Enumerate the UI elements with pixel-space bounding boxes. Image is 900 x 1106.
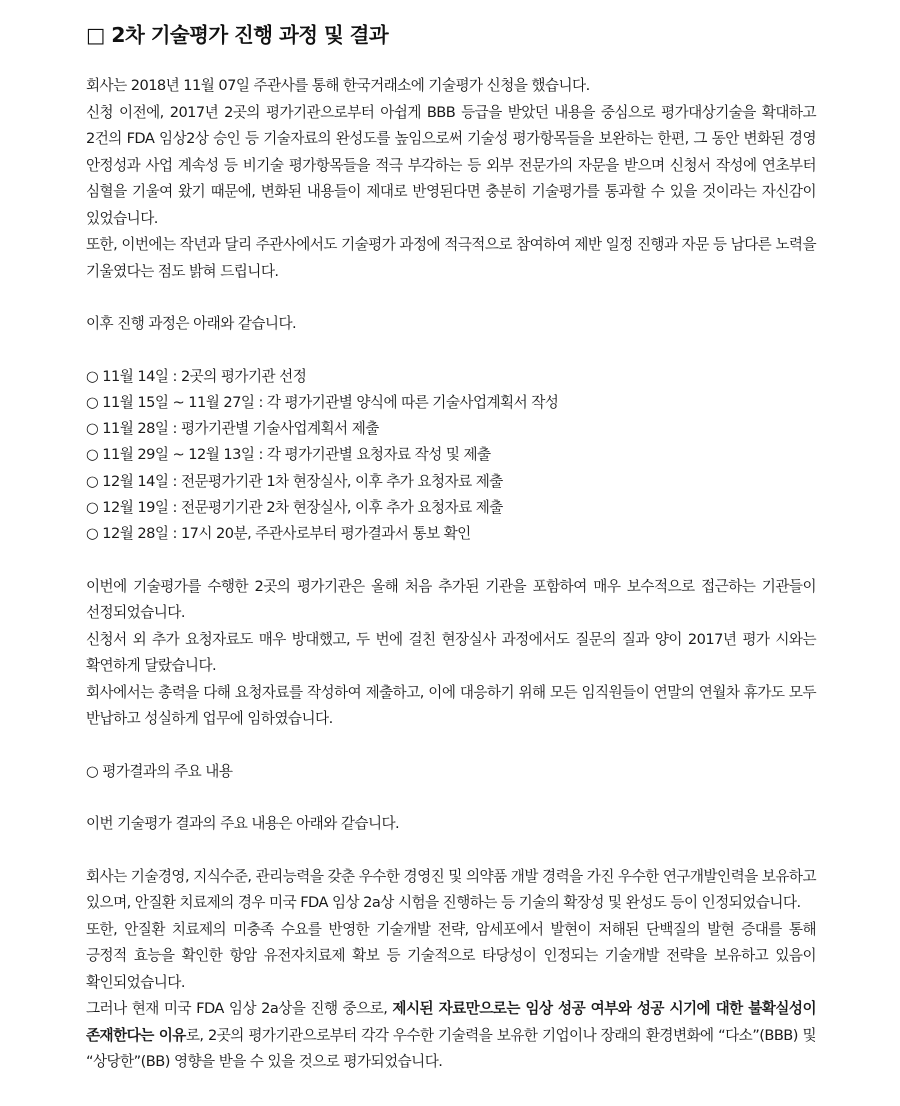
evaluation-paragraph-1: 이번에 기술평가를 수행한 2곳의 평가기관은 올해 처음 추가된 기관을 포함하여 매우 보수적으로 접근하는 기관들이 선정되었습니다.	[86, 577, 816, 622]
section-title: □ 2차 기술평가 진행 과정 및 결과	[86, 23, 389, 47]
final-text-post: 로, 2곳의 평가기관으로부터 각각 우수한 기술력을 보유한 기업이나 장래의 환경변화에 “다소”(BBB) 및 “상당한”(BB) 영향을 받을 수 있을 것으로 평가되었습니다.	[86, 1026, 816, 1071]
intro-paragraph-2: 신청 이전에, 2017년 2곳의 평가기관으로부터 아쉽게 BBB 등급을 받았던 내용을 중심으로 평가대상기술을 확대하고 2건의 FDA 임상2상 승인 등 기술자료의 완성도를 높임으로써 기술성 평가항목들을 보완하는 한편, 그 동안 변화된 경영 안정성과 사업 계속성 등 비기술 평가항목들을 적극 부각하는 등 외부 전문가의 자문을 받으며 신청서 작성에 연초부터 심혈을 기울여 왔기 때문에, 변화된 내용들이 제대로 반영된다면 충분히 기술평가를 통과할 수 있을 것이라는 자신감이 있었습니다.	[86, 103, 816, 227]
timeline-item: ○ 11월 29일 ~ 12월 13일 : 각 평가기관별 요청자료 작성 및 제출	[86, 446, 491, 464]
timeline-item: ○ 11월 14일 : 2곳의 평가기관 선정	[86, 367, 307, 385]
results-paragraph-1: 회사는 기술경영, 지식수준, 관리능력을 갖춘 우수한 경영진 및 의약품 개발 경력을 가진 우수한 연구개발인력을 보유하고 있으며, 안질환 치료제의 경우 미국 FDA 임상 2a상 시험을 진행하는 등 기술의 확장성 및 완성도 등이 인정되었습니다.	[86, 867, 816, 912]
timeline-list	[86, 364, 816, 548]
final-text-bold: 제시된 자료만으로는 임상 성공 여부와 성공 시기에 대한 불확실성이 존재한다는 이유	[86, 1000, 816, 1044]
intro-paragraph-1: 회사는 2018년 11월 07일 주관사를 통해 한국거래소에 기술평가 신청을 했습니다.	[86, 77, 590, 94]
process-intro: 이후 진행 과정은 아래와 같습니다.	[86, 315, 297, 332]
timeline-item: ○ 12월 28일 : 17시 20분, 주관사로부터 평가결과서 통보 확인	[86, 525, 471, 543]
results-intro: 이번 기술평가 결과의 주요 내용은 아래와 같습니다.	[86, 815, 400, 833]
timeline-item: ○ 11월 15일 ~ 11월 27일 : 각 평가기관별 양식에 따른 기술사업계획서 작성	[86, 393, 559, 411]
final-paragraph	[86, 996, 816, 1076]
timeline-item: ○ 11월 28일 : 평가기관별 기술사업계획서 제출	[86, 420, 379, 438]
results-heading: ○ 평가결과의 주요 내용	[86, 762, 233, 780]
final-text-pre: 그러나 현재 미국 FDA 임상 2a상을 진행 중으로,	[86, 1000, 393, 1018]
evaluation-paragraph-2: 신청서 외 추가 요청자료도 매우 방대했고, 두 번에 걸친 현장실사 과정에서도 질문의 질과 양이 2017년 평가 시와는 확연하게 달랐습니다.	[86, 630, 816, 675]
intro-paragraph-3: 또한, 이번에는 작년과 달리 주관사에서도 기술평가 과정에 적극적으로 참여하여 제반 일정 진행과 자문 등 남다른 노력을 기울였다는 점도 밝혀 드립니다.	[86, 236, 816, 280]
evaluation-paragraph-3: 회사에서는 총력을 다해 요청자료를 작성하여 제출하고, 이에 대응하기 위해 모든 임직원들이 연말의 연월차 휴가도 모두 반납하고 성실하게 업무에 임하였습니다.	[86, 683, 816, 728]
results-paragraph-2: 또한, 안질환 치료제의 미충족 수요를 반영한 기술개발 전략, 암세포에서 발현이 저해된 단백질의 발현 증대를 통해 긍정적 효능을 확인한 항암 유전자치료제 확보 등 기술적으로 타당성이 인정되는 기술개발 전략을 보유하고 있음이 확인되었습니다.	[86, 920, 816, 991]
timeline-item: ○ 12월 14일 : 전문평가기관 1차 현장실사, 이후 추가 요청자료 제출	[86, 472, 503, 490]
timeline-item: ○ 12월 19일 : 전문평기기관 2차 현장실사, 이후 추가 요청자료 제출	[86, 498, 503, 516]
